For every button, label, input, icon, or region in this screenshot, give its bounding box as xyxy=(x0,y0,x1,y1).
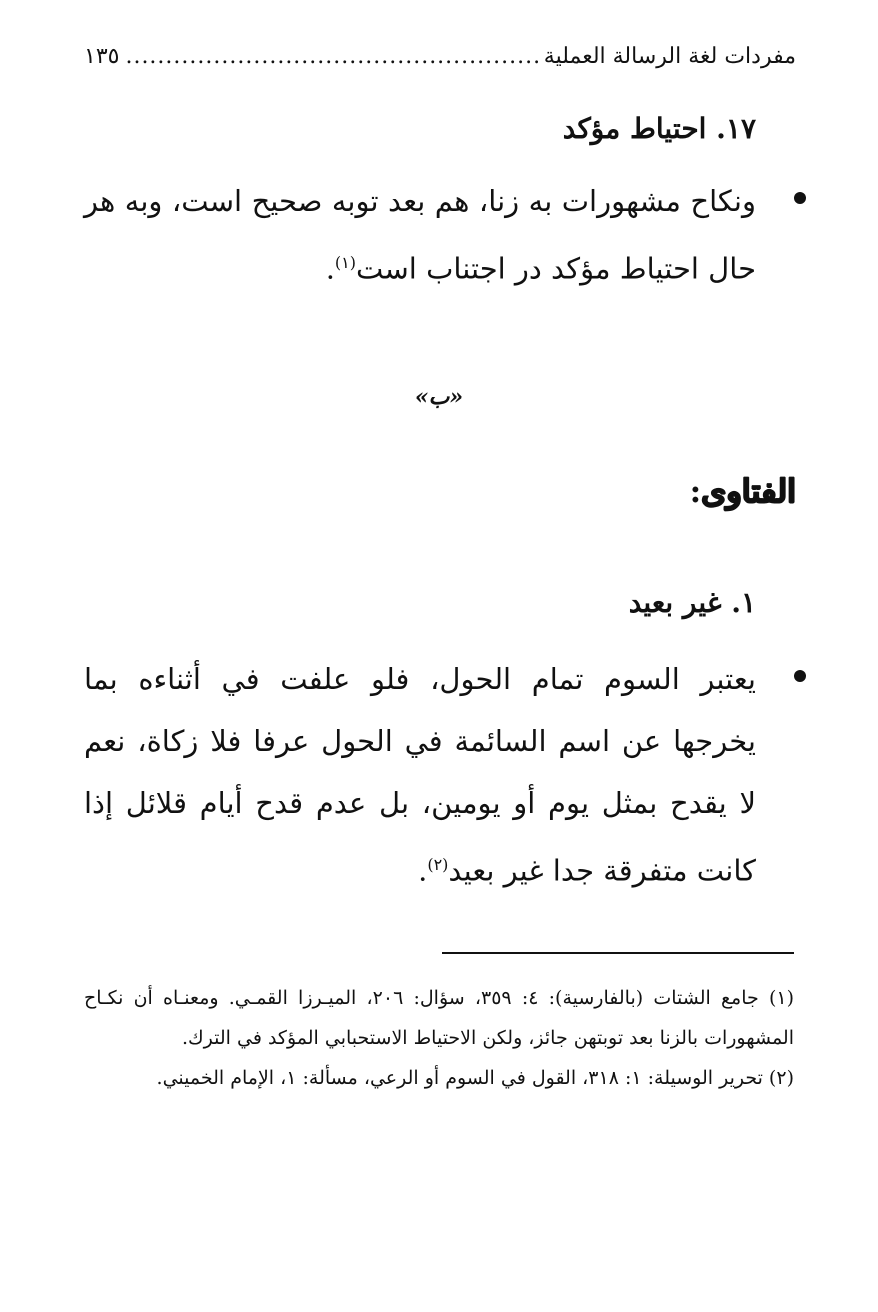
footnote-divider xyxy=(442,952,794,954)
footnote-2: (٢) تحرير الوسيلة: ١: ٣١٨، القول في السوم أو الرعي، مسألة: ١، الإمام الخميني. xyxy=(156,1067,794,1089)
item-17-paragraph xyxy=(84,170,756,300)
item-17-heading: ١٧. احتياط مؤكد xyxy=(562,112,756,145)
item-1-heading: ١. غير بعيد xyxy=(628,586,756,619)
fatawa-colon: : xyxy=(689,472,702,510)
header-leader-dots xyxy=(125,44,537,69)
item-1-end: . xyxy=(418,853,428,888)
footnote-ref-1[interactable]: (١) xyxy=(334,253,357,272)
fatawa-section-heading xyxy=(689,472,796,510)
bullet-icon xyxy=(794,192,806,204)
fatawa-label: الفتاوى xyxy=(701,472,796,510)
footnotes xyxy=(84,978,794,1098)
running-header xyxy=(84,44,796,84)
section-letter: «ب» xyxy=(414,384,464,410)
bullet-icon xyxy=(794,670,806,682)
item-17-text: ونكاح مشهورات به زنا، هم بعد توبه صحيح است، وبه هر حال احتياط مؤكد در اجتناب است xyxy=(84,184,756,286)
page-number: ١٣٥ xyxy=(84,44,120,69)
item-1-paragraph xyxy=(84,648,756,902)
item-17-end: . xyxy=(325,251,335,286)
footnote-1: (١) جامع الشتات (بالفارسية): ٤: ٣٥٩، سؤال: ٢٠٦، الميـرزا القمـي. ومعنـاه أن نكـاح المشهورات بالزنا بعد توبتهن جائز، ولكن الاحتياط الاستحبابي المؤكد في الترك. xyxy=(84,987,795,1049)
header-title: مفردات لغة الرسالة العملية xyxy=(543,44,796,69)
item-1-text: يعتبر السوم تمام الحول، فلو علفت في أثناءه بما يخرجها عن اسم السائمة في الحول عرفا فلا زكاة، نعم لا يقدح بمثل يوم أو يومين، بل عدم قدح أيام قلائل إذا كانت متفرقة جدا غير بعيد xyxy=(84,662,756,888)
footnote-ref-2[interactable]: (٢) xyxy=(427,855,449,874)
